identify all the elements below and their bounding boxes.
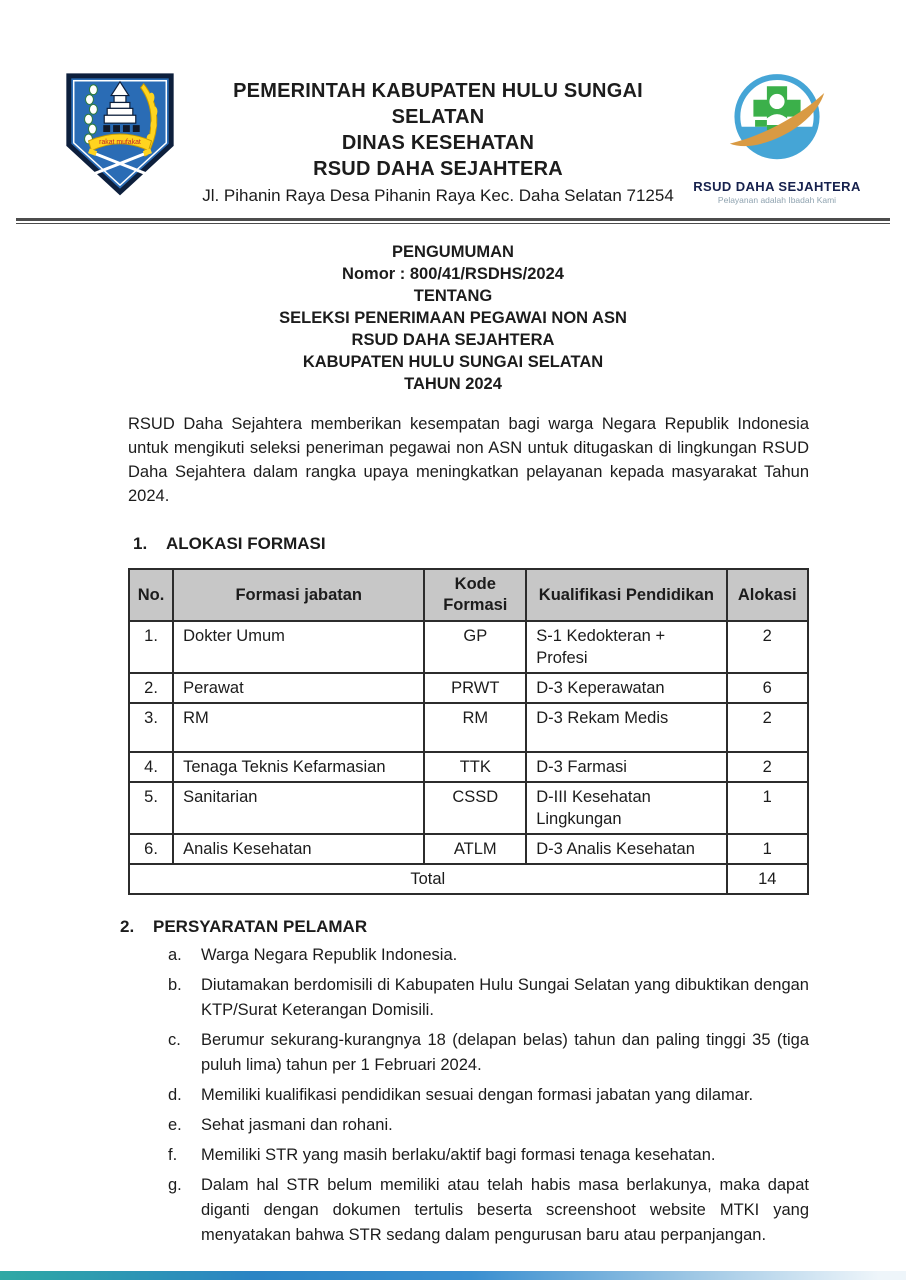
requirement-item [168, 1173, 809, 1248]
table-header-row [129, 569, 808, 621]
cell-kode: ATLM [424, 834, 526, 864]
total-label: Total [129, 864, 727, 894]
requirement-item [168, 1113, 809, 1138]
formasi-table [128, 568, 809, 895]
title-line: RSUD DAHA SEJAHTERA [351, 331, 555, 349]
cell-alokasi: 2 [727, 703, 809, 752]
rsud-logo-icon [718, 68, 836, 172]
cell-kualifikasi: D-3 Keperawatan [526, 673, 726, 703]
cell-kualifikasi: D-3 Rekam Medis [526, 703, 726, 752]
title-line: PENGUMUMAN [392, 243, 514, 261]
agency-address: Jl. Pihanin Raya Desa Pihanin Raya Kec. Daha Selatan 71254 [202, 186, 674, 205]
table-row [129, 782, 808, 834]
title-line: KABUPATEN HULU SUNGAI SELATAN [302, 353, 604, 371]
document-body [0, 412, 906, 1248]
footer-accent-bar [0, 1271, 906, 1280]
requirements-list [168, 943, 809, 1248]
cell-no: 5. [129, 782, 173, 834]
section-1-heading [133, 534, 809, 554]
requirement-letter: b. [168, 976, 182, 994]
agency-line-3: RSUD DAHA SEJAHTERA [313, 158, 563, 180]
cell-formasi: Tenaga Teknis Kefarmasian [173, 752, 424, 782]
cell-no: 3. [129, 703, 173, 752]
title-line: TENTANG [413, 287, 493, 305]
requirement-letter: g. [168, 1176, 182, 1194]
table-row [129, 673, 808, 703]
announcement-title-block [0, 241, 906, 395]
cell-kode: PRWT [424, 673, 526, 703]
requirement-letter: d. [168, 1086, 182, 1104]
requirement-item [168, 1028, 809, 1078]
agency-line-2: DINAS KESEHATAN [341, 132, 535, 154]
cell-formasi: Sanitarian [173, 782, 424, 834]
cell-no: 1. [129, 621, 173, 673]
cell-kualifikasi: D-III Kesehatan Lingkungan [526, 782, 726, 834]
cell-kode: RM [424, 703, 526, 752]
cell-kualifikasi: D-3 Farmasi [526, 752, 726, 782]
cell-alokasi: 2 [727, 752, 809, 782]
seal-motto-text: rakat mufakat [99, 138, 141, 146]
cell-kode: CSSD [424, 782, 526, 834]
requirement-letter: e. [168, 1116, 182, 1134]
requirement-item [168, 1143, 809, 1168]
kabupaten-seal-logo [60, 68, 188, 201]
requirement-letter: c. [168, 1031, 181, 1049]
cell-kode: GP [424, 621, 526, 673]
intro-paragraph: RSUD Daha Sejahtera memberikan kesempatan bagi warga Negara Republik Indonesia untuk mengikuti seleksi peneriman pegawai non ASN untuk ditugaskan di lingkungan RSUD Daha Sejahtera dalam rangka upaya meningkatkan pelayanan kepada masyarakat Tahun 2024. [128, 415, 809, 505]
cell-alokasi: 6 [727, 673, 809, 703]
cell-alokasi: 1 [727, 782, 809, 834]
table-row [129, 834, 808, 864]
title-line: SELEKSI PENERIMAAN PEGAWAI NON ASN [279, 309, 627, 327]
requirement-text: Sehat jasmani dan rohani. [201, 1116, 393, 1134]
cell-alokasi: 2 [727, 621, 809, 673]
cell-no: 2. [129, 673, 173, 703]
section-1-number: 1. [133, 534, 148, 553]
section-2-title: PERSYARATAN PELAMAR [153, 917, 368, 936]
section-2-heading [120, 917, 809, 937]
col-header-alokasi: Alokasi [727, 569, 809, 621]
col-header-kualifikasi: Kualifikasi Pendidikan [526, 569, 726, 621]
requirement-text: Memiliki kualifikasi pendidikan sesuai dengan formasi jabatan yang dilamar. [201, 1086, 754, 1104]
cell-formasi: Dokter Umum [173, 621, 424, 673]
section-1-title: ALOKASI FORMASI [166, 534, 326, 553]
formasi-table-body [129, 621, 808, 894]
requirement-letter: a. [168, 946, 182, 964]
cell-formasi: RM [173, 703, 424, 752]
letterhead-divider [16, 218, 890, 224]
col-header-formasi: Formasi jabatan [173, 569, 424, 621]
cell-kode: TTK [424, 752, 526, 782]
col-header-kode: Kode Formasi [424, 569, 526, 621]
requirement-text: Dalam hal STR belum memiliki atau telah habis masa berlakunya, maka dapat diganti dengan dokumen tertulis beserta screenshoot website MTKI yang menyatakan bahwa STR sedang dalam pengurusan baru atau perpanjangan. [201, 1176, 809, 1244]
letterhead-text [188, 68, 688, 208]
rsud-logo-tagline: Pelayanan adalah Ibadah Kami [717, 195, 837, 205]
letterhead [0, 0, 906, 208]
requirement-item [168, 943, 809, 968]
total-value: 14 [727, 864, 809, 894]
requirement-item [168, 973, 809, 1023]
requirement-letter: f. [168, 1146, 178, 1164]
kabupaten-seal-icon [60, 68, 180, 196]
requirement-text: Warga Negara Republik Indonesia. [201, 946, 458, 964]
table-row [129, 703, 808, 752]
rsud-logo-title: RSUD DAHA SEJAHTERA [693, 179, 861, 194]
agency-line-1: PEMERINTAH KABUPATEN HULU SUNGAI SELATAN [233, 80, 643, 128]
table-total-row [129, 864, 808, 894]
requirement-text: Diutamakan berdomisili di Kabupaten Hulu Sungai Selatan yang dibuktikan dengan KTP/Surat Keterangan Domisili. [201, 976, 809, 1019]
section-2-number: 2. [120, 917, 135, 936]
cell-kualifikasi: D-3 Analis Kesehatan [526, 834, 726, 864]
title-line: TAHUN 2024 [404, 375, 502, 393]
cell-kualifikasi: S-1 Kedokteran + Profesi [526, 621, 726, 673]
cell-alokasi: 1 [727, 834, 809, 864]
table-row [129, 752, 808, 782]
requirement-item [168, 1083, 809, 1108]
col-header-no: No. [129, 569, 173, 621]
cell-no: 6. [129, 834, 173, 864]
title-line: Nomor : 800/41/RSDHS/2024 [342, 265, 564, 283]
table-row [129, 621, 808, 673]
requirement-text: Memiliki STR yang masih berlaku/aktif bagi formasi tenaga kesehatan. [201, 1146, 716, 1164]
requirement-text: Berumur sekurang-kurangnya 18 (delapan belas) tahun dan paling tinggi 35 (tiga puluh lima) tahun per 1 Februari 2024. [201, 1031, 809, 1074]
cell-formasi: Analis Kesehatan [173, 834, 424, 864]
rsud-logo [688, 68, 866, 205]
cell-no: 4. [129, 752, 173, 782]
cell-formasi: Perawat [173, 673, 424, 703]
